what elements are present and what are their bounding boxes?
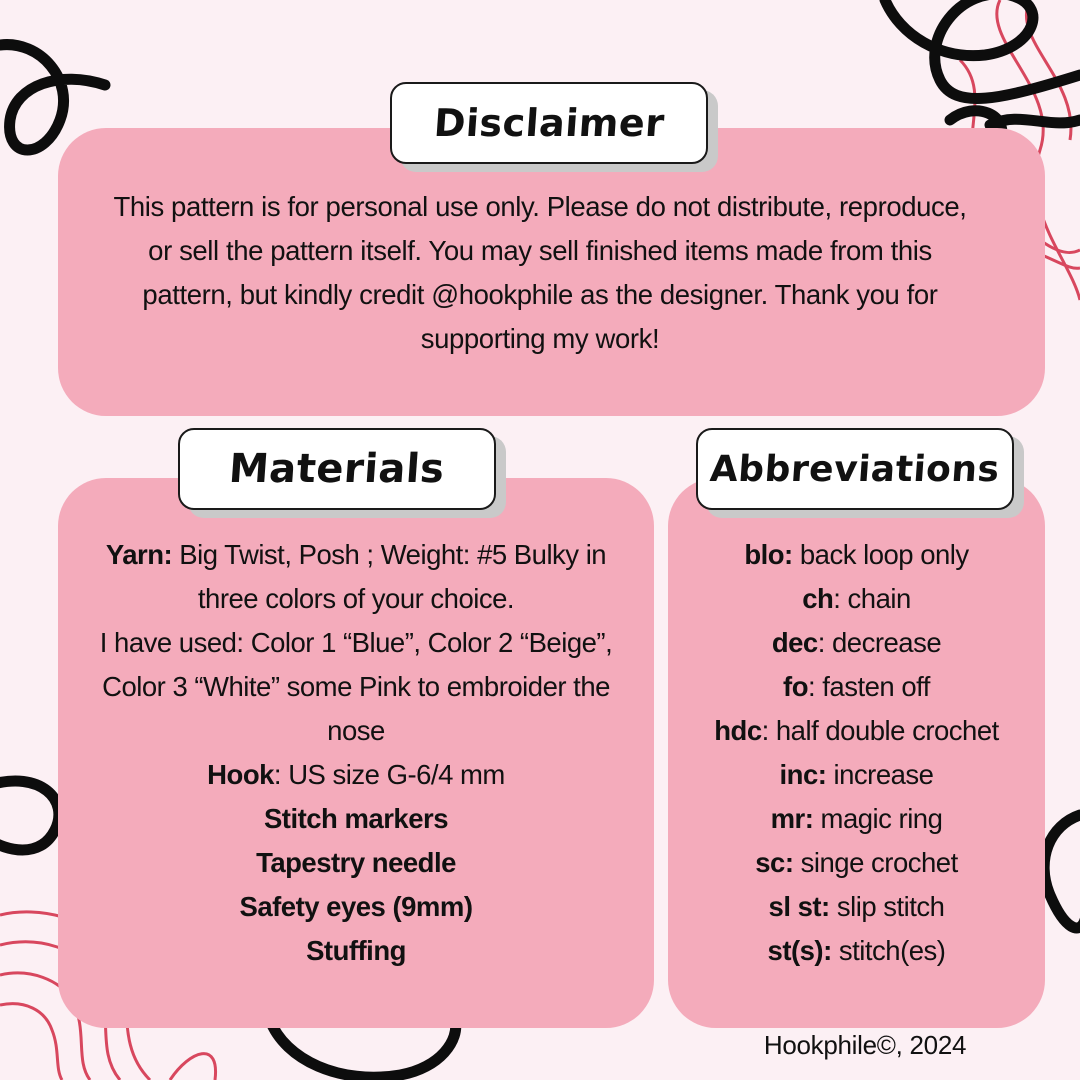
materials-title: Materials [227, 446, 447, 492]
safety-eyes-item [58, 885, 654, 929]
hook-line [58, 753, 654, 797]
abbreviation-meaning: : decrease [817, 627, 942, 658]
abbreviation-meaning: : half double crochet [761, 715, 999, 746]
yarn-label: Yarn: [105, 539, 173, 570]
abbreviation-item [668, 885, 1045, 929]
copyright-footer: Hookphile©, 2024 [763, 1030, 967, 1060]
colors-used-line-1: I have used: Color 1 “Blue”, Color 2 “Beige”, [99, 627, 613, 658]
abbreviation-term: dec [771, 627, 818, 658]
colors-used-line-2: Color 3 “White” some Pink to embroider the [102, 671, 610, 702]
hook-label: Hook [207, 759, 274, 790]
abbreviation-meaning: : chain [833, 583, 911, 614]
abbreviation-item [668, 577, 1045, 621]
yarn-line [58, 533, 654, 577]
disclaimer-line: or sell the pattern itself. You may sell finished items made from this [148, 235, 932, 266]
disclaimer-line: supporting my work! [420, 323, 660, 354]
stuffing-item [58, 929, 654, 973]
abbreviation-item [668, 533, 1045, 577]
abbreviations-title: Abbreviations [708, 448, 1002, 490]
disclaimer-line: This pattern is for personal use only. Please do not distribute, reproduce, [113, 191, 967, 222]
abbreviation-meaning: slip stitch [829, 891, 945, 922]
stitch-markers-item [58, 797, 654, 841]
disclaimer-title: Disclaimer [432, 101, 666, 145]
abbreviation-item [668, 753, 1045, 797]
abbreviation-item [668, 709, 1045, 753]
stitch-markers-label: Stitch markers [263, 803, 449, 834]
abbreviation-term: inc: [779, 759, 827, 790]
safety-eyes-label: Safety eyes (9mm) [239, 891, 473, 922]
materials-title-tab [178, 428, 496, 510]
disclaimer-line: pattern, but kindly credit @hookphile as the designer. Thank you for [142, 279, 938, 310]
abbreviation-item [668, 665, 1045, 709]
abbreviation-item [668, 797, 1045, 841]
materials-list [58, 533, 654, 973]
abbreviation-term: ch [802, 583, 834, 614]
disclaimer-text [60, 185, 1020, 361]
hook-text: : US size G-6/4 mm [273, 759, 505, 790]
abbreviation-item [668, 929, 1045, 973]
abbreviation-item [668, 841, 1045, 885]
colors-used-line-3: nose [327, 715, 385, 746]
abbreviation-meaning: stitch(es) [831, 935, 946, 966]
abbreviations-title-tab [696, 428, 1014, 510]
abbreviation-term: mr: [770, 803, 814, 834]
abbreviations-list [668, 533, 1045, 973]
abbreviation-term: st(s): [767, 935, 832, 966]
abbreviation-term: fo [783, 671, 809, 702]
tapestry-needle-label: Tapestry needle [256, 847, 456, 878]
abbreviation-meaning: back loop only [792, 539, 969, 570]
abbreviation-meaning: : fasten off [808, 671, 930, 702]
abbreviation-term: blo: [744, 539, 793, 570]
tapestry-needle-item [58, 841, 654, 885]
abbreviation-term: sc: [755, 847, 794, 878]
stuffing-label: Stuffing [306, 935, 406, 966]
abbreviation-item [668, 621, 1045, 665]
abbreviation-term: hdc [714, 715, 762, 746]
abbreviation-meaning: magic ring [813, 803, 943, 834]
disclaimer-title-tab [390, 82, 708, 164]
abbreviation-meaning: singe crochet [793, 847, 958, 878]
abbreviation-term: sl st: [768, 891, 830, 922]
yarn-line-2: three colors of your choice. [197, 583, 515, 614]
abbreviation-meaning: increase [826, 759, 934, 790]
yarn-text: Big Twist, Posh ; Weight: #5 Bulky in [172, 539, 607, 570]
